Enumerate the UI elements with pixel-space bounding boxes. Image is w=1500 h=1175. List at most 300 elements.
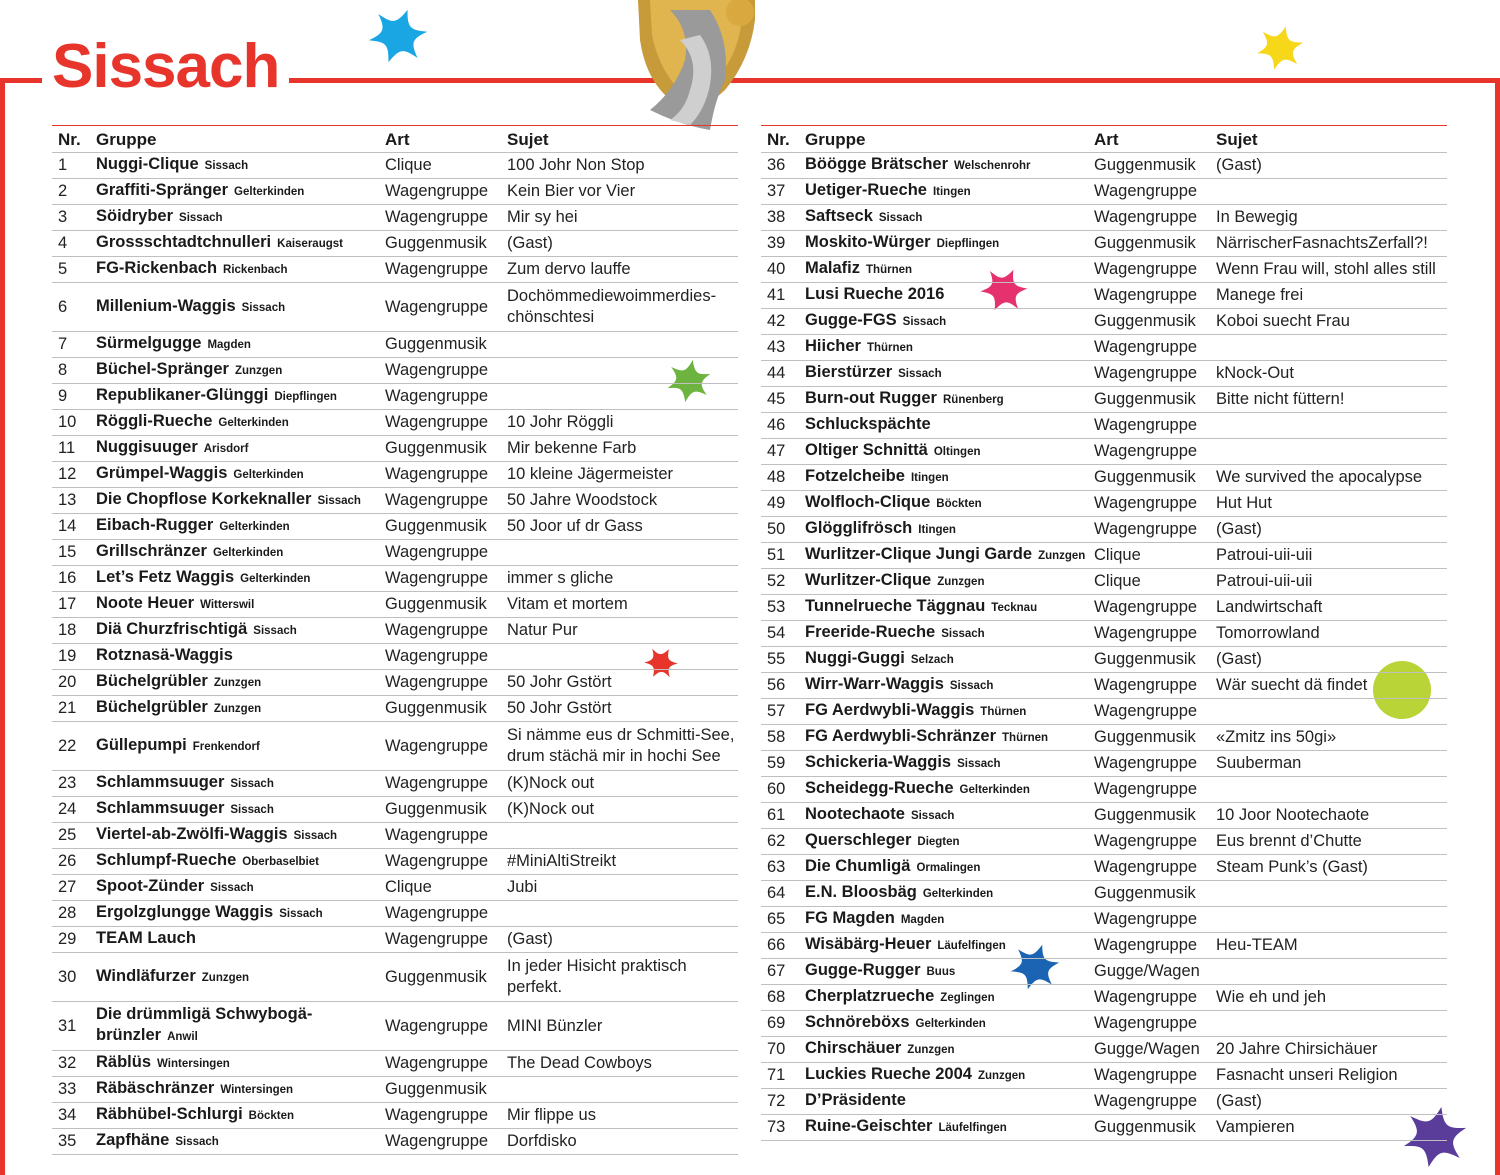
theme-cell: 50 Johr Gstört [501,696,738,722]
row-number: 12 [52,462,90,488]
type-cell: Guggenmusik [379,1077,501,1103]
type-cell: Guggenmusik [379,231,501,257]
group-cell [799,777,1088,803]
group-location: Sissach [898,368,942,380]
group-name: FG Aerdwybli-Schränzer [805,727,997,745]
group-location: Zunzgen [907,1044,955,1056]
theme-cell [1210,881,1447,907]
group-name: Büchel-Spränger [96,360,229,378]
theme-cell: MINI Bünzler [501,1002,738,1051]
table-row [761,543,1447,569]
row-number: 58 [761,725,799,751]
table-row [761,283,1447,309]
row-number: 18 [52,618,90,644]
group-name: Graffiti-Spränger [96,181,229,199]
group-name: Glögglifrösch [805,519,913,537]
row-number: 44 [761,361,799,387]
row-number: 36 [761,153,799,179]
group-cell [90,849,379,875]
type-cell: Guggenmusik [379,797,501,823]
group-name: Büchelgrübler [96,698,208,716]
group-cell [90,332,379,358]
row-number: 71 [761,1063,799,1089]
table-row [52,592,738,618]
group-cell [799,725,1088,751]
group-cell [90,1077,379,1103]
theme-cell: immer s gliche [501,566,738,592]
type-cell: Guggenmusik [379,592,501,618]
table-row [761,855,1447,881]
theme-cell: 50 Jahre Woodstock [501,488,738,514]
group-location: Witterswil [200,599,255,611]
table-row [761,517,1447,543]
table-row [761,1089,1447,1115]
table-row [52,205,738,231]
row-number: 52 [761,569,799,595]
theme-cell: In jeder Hisicht praktisch perfekt. [501,953,738,1002]
yellow-star-icon [1256,24,1304,72]
table-row [761,777,1447,803]
table-row [52,953,738,1002]
type-cell: Wagengruppe [379,283,501,332]
group-name: Schlumpf-Rueche [96,851,237,869]
group-location: Gelterkinden [915,1018,986,1030]
group-cell [90,1002,379,1051]
group-name: Schlammsuuger [96,773,225,791]
group-cell [799,309,1088,335]
theme-cell: 10 kleine Jägermeister [501,462,738,488]
theme-cell: kNock-Out [1210,361,1447,387]
group-name: Schlammsuuger [96,799,225,817]
group-name: Büchelgrübler [96,672,208,690]
row-number: 24 [52,797,90,823]
table-row [52,488,738,514]
group-name: Scheidegg-Rueche [805,779,954,797]
group-name: Sürmelgugge [96,334,202,352]
theme-cell [501,540,738,566]
group-name: Moskito-Würger [805,233,931,251]
row-number: 40 [761,257,799,283]
row-number: 8 [52,358,90,384]
table-row [761,179,1447,205]
type-cell: Wagengruppe [379,771,501,797]
group-location: Tecknau [991,602,1038,614]
group-name: Söidryber [96,207,174,225]
row-number: 66 [761,933,799,959]
header-gruppe: Gruppe [90,126,379,153]
group-location: Sissach [230,804,274,816]
theme-cell: Wie eh und jeh [1210,985,1447,1011]
row-number: 16 [52,566,90,592]
row-number: 32 [52,1051,90,1077]
group-cell [799,491,1088,517]
row-number: 63 [761,855,799,881]
table-row [52,257,738,283]
group-location: Itingen [910,472,949,484]
group-name: Grillschränzer [96,542,207,560]
table-row [761,1115,1447,1141]
group-location: Sissach [179,212,223,224]
type-cell: Wagengruppe [379,722,501,771]
theme-cell [501,823,738,849]
theme-cell: Landwirtschaft [1210,595,1447,621]
group-location: Läufelfingen [938,1122,1007,1134]
type-cell: Wagengruppe [1088,283,1210,309]
table-row [761,231,1447,257]
table-row [52,670,738,696]
group-cell [799,361,1088,387]
table-header-row [761,126,1447,153]
table-row [52,1051,738,1077]
group-name: Räbäschränzer [96,1079,215,1097]
group-name: Wirr-Warr-Waggis [805,675,944,693]
row-number: 15 [52,540,90,566]
group-cell [90,257,379,283]
theme-cell: Kein Bier vor Vier [501,179,738,205]
theme-cell: 20 Jahre Chirsichäuer [1210,1037,1447,1063]
row-number: 33 [52,1077,90,1103]
group-name: Fotzelcheibe [805,467,905,485]
type-cell: Wagengruppe [379,1103,501,1129]
type-cell: Guggenmusik [1088,465,1210,491]
type-cell: Wagengruppe [1088,517,1210,543]
table-header-row [52,126,738,153]
row-number: 28 [52,901,90,927]
type-cell: Guggenmusik [1088,1115,1210,1141]
table-row [52,332,738,358]
type-cell: Guggenmusik [379,332,501,358]
group-cell [90,771,379,797]
group-cell [90,436,379,462]
group-cell [799,569,1088,595]
table-row [52,644,738,670]
row-number: 21 [52,696,90,722]
theme-cell [1210,179,1447,205]
row-number: 47 [761,439,799,465]
group-name: Tunnelrueche Täggnau [805,597,986,615]
table-row [761,257,1447,283]
group-name: Wisäbärg-Heuer [805,935,932,953]
theme-cell: Hut Hut [1210,491,1447,517]
group-location: Rickenbach [223,264,288,276]
type-cell: Wagengruppe [1088,1063,1210,1089]
type-cell: Guggenmusik [1088,387,1210,413]
table-row [52,231,738,257]
theme-cell: Zum dervo lauffe [501,257,738,283]
row-number: 6 [52,283,90,332]
group-location: Sissach [279,908,323,920]
type-cell: Wagengruppe [379,462,501,488]
group-location: Gelterkinden [922,888,994,900]
table-row [52,153,738,179]
table-row [52,358,738,384]
group-name: Lusi Rueche 2016 [805,285,945,303]
table-row [52,179,738,205]
theme-cell: We survived the apocalypse [1210,465,1447,491]
theme-cell: Mir sy hei [501,205,738,231]
type-cell: Wagengruppe [1088,777,1210,803]
type-cell: Wagengruppe [379,410,501,436]
row-number: 49 [761,491,799,517]
row-number: 72 [761,1089,799,1115]
group-name: Gugge-Rugger [805,961,921,979]
group-location: Gelterkinden [959,784,1030,796]
theme-cell: 10 Johr Röggli [501,410,738,436]
group-cell [799,517,1088,543]
row-number: 35 [52,1129,90,1155]
theme-cell: Mir bekenne Farb [501,436,738,462]
group-cell [799,803,1088,829]
group-location: Arisdorf [203,443,249,455]
group-name: Luckies Rueche 2004 [805,1065,972,1083]
group-location: Kaiseraugst [277,238,343,250]
type-cell: Wagengruppe [379,1129,501,1155]
table-row [761,309,1447,335]
theme-cell [501,384,738,410]
table-row [761,1011,1447,1037]
type-cell: Wagengruppe [379,927,501,953]
group-location: Frenkendorf [192,740,260,753]
theme-cell [501,1077,738,1103]
group-cell [90,618,379,644]
row-number: 46 [761,413,799,439]
group-name: Grossschtadtchnulleri [96,233,272,251]
group-name: Freeride-Rueche [805,623,936,641]
group-name: Schluckspächte [805,415,931,433]
type-cell: Wagengruppe [1088,621,1210,647]
group-cell [90,670,379,696]
group-name: D’Präsidente [805,1091,906,1109]
theme-cell: (Gast) [1210,1089,1447,1115]
theme-cell [1210,1011,1447,1037]
type-cell: Wagengruppe [379,257,501,283]
group-location: Sissach [210,882,254,894]
row-number: 53 [761,595,799,621]
row-number: 4 [52,231,90,257]
group-cell [90,696,379,722]
group-name: Nootechaote [805,805,905,823]
group-location: Zunzgen [234,365,283,377]
theme-cell: (K)Nock out [501,771,738,797]
type-cell: Guggenmusik [379,696,501,722]
group-location: Sissach [317,495,361,507]
group-cell [90,566,379,592]
row-number: 55 [761,647,799,673]
table-row [761,569,1447,595]
table-row [761,829,1447,855]
type-cell: Wagengruppe [1088,933,1210,959]
theme-cell: The Dead Cowboys [501,1051,738,1077]
group-cell [799,829,1088,855]
row-number: 41 [761,283,799,309]
group-name: Die Chumligä [805,857,911,875]
theme-cell: NärrischerFasnachtsZerfall?! [1210,231,1447,257]
group-location: Wintersingen [220,1084,294,1096]
group-name: Spoot-Zünder [96,877,205,895]
group-cell [799,283,1088,309]
group-location: Böckten [248,1110,295,1122]
type-cell: Wagengruppe [1088,829,1210,855]
table-row [52,540,738,566]
fasnacht-medal-image [630,0,760,130]
table-row [761,153,1447,179]
row-number: 43 [761,335,799,361]
group-cell [90,722,379,771]
group-cell [799,439,1088,465]
type-cell: Wagengruppe [1088,595,1210,621]
theme-cell [1210,777,1447,803]
theme-cell: Tomorrowland [1210,621,1447,647]
table-row [52,771,738,797]
theme-cell: 10 Joor Nootechaote [1210,803,1447,829]
row-number: 65 [761,907,799,933]
group-name: Räbhübel-Schlurgi [96,1105,243,1123]
group-cell [799,179,1088,205]
group-name: Eibach-Rugger [96,516,214,534]
group-cell [90,153,379,179]
theme-cell [1210,959,1447,985]
type-cell: Wagengruppe [1088,413,1210,439]
group-location: Gelterkinden [212,547,284,559]
row-number: 11 [52,436,90,462]
theme-cell: Jubi [501,875,738,901]
group-cell [90,410,379,436]
group-cell [799,257,1088,283]
group-cell [90,953,379,1002]
row-number: 56 [761,673,799,699]
group-location: Anwil [167,1031,198,1043]
type-cell: Wagengruppe [1088,179,1210,205]
group-name: Windläfurzer [96,966,196,985]
theme-cell: (Gast) [1210,153,1447,179]
row-number: 48 [761,465,799,491]
row-number: 73 [761,1115,799,1141]
table-row [761,699,1447,725]
row-number: 25 [52,823,90,849]
table-row [761,413,1447,439]
group-location: Sissach [910,810,955,822]
type-cell: Wagengruppe [379,670,501,696]
participants-table-left [52,125,738,1155]
group-cell [90,797,379,823]
theme-cell [1210,907,1447,933]
type-cell: Wagengruppe [1088,361,1210,387]
group-location: Oltingen [933,446,981,458]
group-name: Wurlitzer-Clique [805,571,932,589]
group-cell [799,959,1088,985]
group-cell [799,699,1088,725]
row-number: 20 [52,670,90,696]
row-number: 26 [52,849,90,875]
group-name: E.N. Bloosbäg [805,883,917,901]
group-name: Let’s Fetz Waggis [96,568,235,586]
table-row [761,959,1447,985]
group-name: Nuggi-Guggi [805,649,905,667]
type-cell: Wagengruppe [379,644,501,670]
table-row [52,1103,738,1129]
table-body-left [52,153,738,1155]
row-number: 5 [52,257,90,283]
type-cell: Wagengruppe [1088,1011,1210,1037]
group-name: Saftseck [805,207,873,225]
group-location: Thürnen [866,264,913,276]
group-name: TEAM Lauch [96,929,196,947]
table-row [761,907,1447,933]
group-cell [799,465,1088,491]
type-cell: Wagengruppe [379,901,501,927]
type-cell: Guggenmusik [1088,309,1210,335]
group-cell [799,647,1088,673]
group-location: Gelterkinden [234,186,305,198]
group-name: Cherplatzrueche [805,987,935,1005]
group-location: Zunzgen [937,576,985,588]
theme-cell: Mir flippe us [501,1103,738,1129]
type-cell: Wagengruppe [379,566,501,592]
type-cell: Wagengruppe [1088,205,1210,231]
type-cell: Clique [1088,543,1210,569]
group-location: Zunzgen [201,971,250,984]
table-row [52,436,738,462]
row-number: 29 [52,927,90,953]
table-row [761,335,1447,361]
group-location: Ormalingen [916,862,981,874]
group-name: Viertel-ab-Zwölfi-Waggis [96,825,288,843]
group-location: Oberbaselbiet [242,856,319,868]
frame-top-line-left [0,78,42,83]
right-column [761,125,1447,1141]
theme-cell: Koboi suecht Frau [1210,309,1447,335]
type-cell: Wagengruppe [1088,335,1210,361]
type-cell: Guggenmusik [1088,881,1210,907]
theme-cell [501,358,738,384]
row-number: 30 [52,953,90,1002]
row-number: 62 [761,829,799,855]
group-cell [799,543,1088,569]
table-row [52,875,738,901]
table-row [52,566,738,592]
group-name: Millenium-Waggis [96,296,236,315]
row-number: 17 [52,592,90,618]
group-name: Republikaner-Glünggi [96,386,269,404]
row-number: 59 [761,751,799,777]
group-cell [799,1037,1088,1063]
group-name: Querschleger [805,831,912,849]
group-location: Sissach [949,680,994,692]
theme-cell [501,644,738,670]
group-cell [799,387,1088,413]
row-number: 14 [52,514,90,540]
group-location: Gelterkinden [218,417,289,429]
group-cell [799,907,1088,933]
type-cell: Wagengruppe [379,849,501,875]
group-cell [90,179,379,205]
group-location: Thürnen [1002,732,1049,744]
table-row [52,797,738,823]
table-row [761,1063,1447,1089]
group-location: Zunzgen [1038,550,1086,562]
type-cell: Wagengruppe [1088,699,1210,725]
table-row [52,696,738,722]
header-nr: Nr. [52,126,90,153]
type-cell: Wagengruppe [1088,673,1210,699]
theme-cell: In Bewegig [1210,205,1447,231]
row-number: 23 [52,771,90,797]
type-cell: Wagengruppe [379,1002,501,1051]
type-cell: Wagengruppe [1088,907,1210,933]
table-row [52,849,738,875]
group-cell [799,205,1088,231]
group-location: Thürnen [980,706,1027,718]
